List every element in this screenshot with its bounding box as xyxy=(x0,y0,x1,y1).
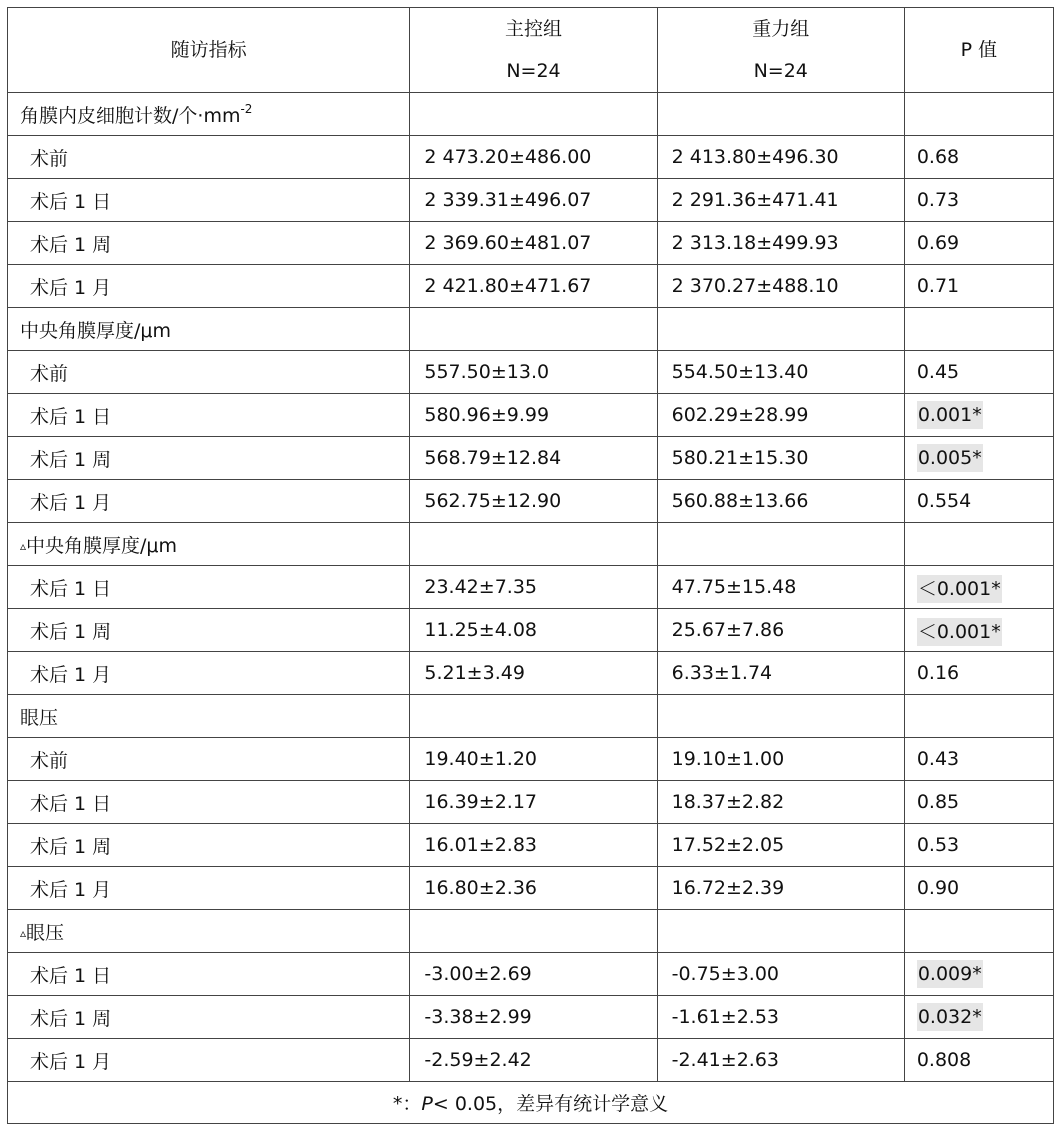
row-label: 术后 1 月 xyxy=(8,480,410,523)
empty-cell xyxy=(657,695,904,738)
section-title-text: 眼压 xyxy=(26,921,65,944)
gravity-value: 19.10±1.00 xyxy=(657,738,904,781)
control-value: -3.00±2.69 xyxy=(410,953,657,996)
delta-triangle-icon: ▵ xyxy=(20,925,27,940)
gravity-value: 16.72±2.39 xyxy=(657,867,904,910)
table-row xyxy=(8,996,1054,1039)
p-value: 0.69 xyxy=(904,222,1053,265)
empty-cell xyxy=(410,93,657,136)
empty-cell xyxy=(904,910,1053,953)
row-label: 术后 1 月 xyxy=(8,1039,410,1082)
footnote-p-symbol: P xyxy=(421,1093,433,1115)
gravity-value: -1.61±2.53 xyxy=(657,996,904,1039)
p-value: 0.90 xyxy=(904,867,1053,910)
table-row xyxy=(8,566,1054,609)
empty-cell xyxy=(657,523,904,566)
empty-cell xyxy=(657,910,904,953)
table-row xyxy=(8,394,1054,437)
footnote-row xyxy=(8,1082,1054,1124)
table-row xyxy=(8,437,1054,480)
row-label: 术前 xyxy=(8,351,410,394)
control-value: 2 369.60±481.07 xyxy=(410,222,657,265)
header-control-n: N=24 xyxy=(506,60,561,82)
section-row xyxy=(8,695,1054,738)
control-value: 19.40±1.20 xyxy=(410,738,657,781)
section-title-superscript: -2 xyxy=(240,101,253,116)
p-value: 0.53 xyxy=(904,824,1053,867)
significant-p-value: 0.032* xyxy=(917,1003,983,1031)
table-row xyxy=(8,222,1054,265)
header-gravity-n: N=24 xyxy=(753,60,808,82)
control-value: 16.80±2.36 xyxy=(410,867,657,910)
table-row xyxy=(8,738,1054,781)
section-title xyxy=(8,910,410,953)
footnote-prefix: *： xyxy=(392,1093,422,1115)
section-row xyxy=(8,93,1054,136)
empty-cell xyxy=(410,695,657,738)
empty-cell xyxy=(904,93,1053,136)
table-row xyxy=(8,136,1054,179)
empty-cell xyxy=(657,93,904,136)
table-row xyxy=(8,953,1054,996)
gravity-value: 17.52±2.05 xyxy=(657,824,904,867)
control-value: 16.39±2.17 xyxy=(410,781,657,824)
control-value: 11.25±4.08 xyxy=(410,609,657,652)
p-value: 0.85 xyxy=(904,781,1053,824)
p-value-cell xyxy=(904,566,1053,609)
section-title xyxy=(8,308,410,351)
gravity-value: -0.75±3.00 xyxy=(657,953,904,996)
p-value: 0.45 xyxy=(904,351,1053,394)
p-value: 0.808 xyxy=(904,1039,1053,1082)
table-row xyxy=(8,265,1054,308)
section-row xyxy=(8,523,1054,566)
row-label: 术后 1 月 xyxy=(8,867,410,910)
gravity-value: 580.21±15.30 xyxy=(657,437,904,480)
table-row xyxy=(8,609,1054,652)
gravity-value: 554.50±13.40 xyxy=(657,351,904,394)
header-gravity-name: 重力组 xyxy=(752,18,810,40)
results-table xyxy=(7,7,1054,1124)
table-row xyxy=(8,480,1054,523)
control-value: 562.75±12.90 xyxy=(410,480,657,523)
table-row xyxy=(8,179,1054,222)
p-value: 0.71 xyxy=(904,265,1053,308)
header-indicator: 随访指标 xyxy=(8,8,410,93)
empty-cell xyxy=(410,910,657,953)
row-label: 术后 1 日 xyxy=(8,179,410,222)
row-label: 术后 1 周 xyxy=(8,437,410,480)
row-label: 术后 1 日 xyxy=(8,781,410,824)
row-label: 术后 1 日 xyxy=(8,566,410,609)
table-row xyxy=(8,351,1054,394)
control-value: 2 473.20±486.00 xyxy=(410,136,657,179)
section-title xyxy=(8,695,410,738)
control-value: 568.79±12.84 xyxy=(410,437,657,480)
table-row xyxy=(8,781,1054,824)
control-value: 2 421.80±471.67 xyxy=(410,265,657,308)
row-label: 术后 1 月 xyxy=(8,652,410,695)
header-gravity-group xyxy=(657,8,904,93)
gravity-value: 602.29±28.99 xyxy=(657,394,904,437)
p-value-cell xyxy=(904,437,1053,480)
gravity-value: 2 313.18±499.93 xyxy=(657,222,904,265)
control-value: 557.50±13.0 xyxy=(410,351,657,394)
row-label: 术后 1 日 xyxy=(8,953,410,996)
row-label: 术后 1 周 xyxy=(8,996,410,1039)
p-value-cell xyxy=(904,953,1053,996)
table-row xyxy=(8,1039,1054,1082)
gravity-value: 18.37±2.82 xyxy=(657,781,904,824)
header-row xyxy=(8,8,1054,93)
significant-p-value: ＜0.001* xyxy=(917,575,1002,603)
empty-cell xyxy=(410,308,657,351)
header-control-group xyxy=(410,8,657,93)
section-row xyxy=(8,308,1054,351)
p-value: 0.554 xyxy=(904,480,1053,523)
p-value-cell xyxy=(904,609,1053,652)
control-value: -3.38±2.99 xyxy=(410,996,657,1039)
section-title xyxy=(8,93,410,136)
significant-p-value: 0.009* xyxy=(917,960,983,988)
row-label: 术后 1 月 xyxy=(8,265,410,308)
control-value: 5.21±3.49 xyxy=(410,652,657,695)
p-value: 0.43 xyxy=(904,738,1053,781)
empty-cell xyxy=(904,523,1053,566)
empty-cell xyxy=(657,308,904,351)
p-value: 0.68 xyxy=(904,136,1053,179)
control-value: -2.59±2.42 xyxy=(410,1039,657,1082)
row-label: 术后 1 周 xyxy=(8,222,410,265)
header-control-name: 主控组 xyxy=(504,18,562,40)
gravity-value: -2.41±2.63 xyxy=(657,1039,904,1082)
control-value: 16.01±2.83 xyxy=(410,824,657,867)
p-value-cell xyxy=(904,394,1053,437)
control-value: 2 339.31±496.07 xyxy=(410,179,657,222)
section-row xyxy=(8,910,1054,953)
row-label: 术后 1 周 xyxy=(8,609,410,652)
p-value: 0.16 xyxy=(904,652,1053,695)
gravity-value: 6.33±1.74 xyxy=(657,652,904,695)
table-row xyxy=(8,867,1054,910)
table-row xyxy=(8,652,1054,695)
section-title-text: 中央角膜厚度/μm xyxy=(26,534,178,557)
empty-cell xyxy=(904,695,1053,738)
gravity-value: 2 413.80±496.30 xyxy=(657,136,904,179)
control-value: 580.96±9.99 xyxy=(410,394,657,437)
delta-triangle-icon: ▵ xyxy=(20,538,27,553)
footnote-text: < 0.05，差异有统计学意义 xyxy=(432,1093,669,1115)
gravity-value: 47.75±15.48 xyxy=(657,566,904,609)
row-label: 术前 xyxy=(8,738,410,781)
row-label: 术前 xyxy=(8,136,410,179)
control-value: 23.42±7.35 xyxy=(410,566,657,609)
gravity-value: 2 370.27±488.10 xyxy=(657,265,904,308)
significant-p-value: 0.005* xyxy=(917,444,983,472)
significant-p-value: 0.001* xyxy=(917,401,983,429)
row-label: 术后 1 周 xyxy=(8,824,410,867)
empty-cell xyxy=(904,308,1053,351)
header-p-value: P 值 xyxy=(904,8,1053,93)
row-label: 术后 1 日 xyxy=(8,394,410,437)
section-title-text: 眼压 xyxy=(20,706,59,729)
gravity-value: 2 291.36±471.41 xyxy=(657,179,904,222)
table-row xyxy=(8,824,1054,867)
p-value-cell xyxy=(904,996,1053,1039)
section-title-text: 角膜内皮细胞计数/个·mm xyxy=(20,104,241,127)
section-title xyxy=(8,523,410,566)
footnote xyxy=(8,1082,1054,1124)
gravity-value: 560.88±13.66 xyxy=(657,480,904,523)
p-value: 0.73 xyxy=(904,179,1053,222)
significant-p-value: ＜0.001* xyxy=(917,618,1002,646)
section-title-text: 中央角膜厚度/μm xyxy=(20,319,171,342)
empty-cell xyxy=(410,523,657,566)
gravity-value: 25.67±7.86 xyxy=(657,609,904,652)
